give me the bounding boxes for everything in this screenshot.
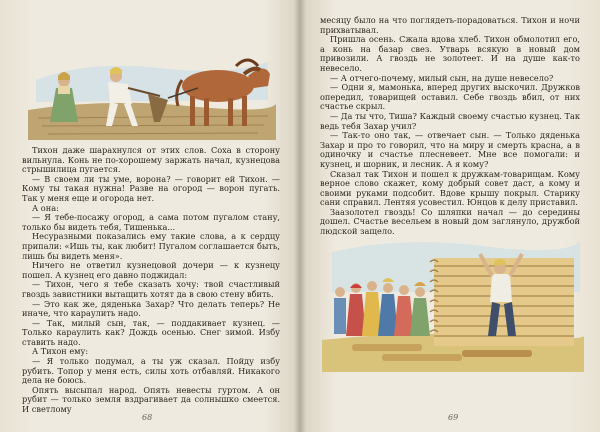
paragraph: — Так, милый сын, так, — поддакивает кузнец. — Только караулить как? Дождь осенью. Снег зимой. Избу ставить надо. — [22, 317, 280, 347]
paragraph: Тихон даже шарахнулся от этих слов. Соха в сторону вильнула. Конь не по-хорошему заржать начал, кузнецова стрышилица пугается. — [22, 145, 280, 175]
paragraph: А она: — [32, 202, 59, 213]
paragraph: — Да ты что, Тиша? Каждый своему счастью кузнец. Так ведь тебя Захар учил? — [320, 110, 580, 131]
paragraph: Ничего не ответил кузнецовой дочери — к кузнецу пошел. А кузнец его давно поджидал: — [22, 260, 280, 280]
paragraph: Пришла осень. Сжала вдова хлеб. Тихон обмолотил его, а конь на базар свез. Утварь всякую в новый дом привозили. А гвоздь не золотеет. И на душе как-то невесело. — [320, 34, 580, 73]
left-page-text — [22, 146, 280, 415]
paragraph: — Это как же, дяденька Захар? Что делать теперь? Не иначе, что караулить надо. — [22, 298, 280, 319]
log-house-illustration — [322, 232, 584, 372]
right-page-text — [320, 16, 580, 237]
paragraph: месяцу было на что поглядеть-порадоваться. Тихон и ночи прихватывал. — [320, 15, 580, 35]
page-number: 68 — [142, 413, 153, 422]
paragraph: — Тихон, чего я тебе сказать хочу: твой счастливый гвоздь завистники вытащить хотят да в свою стену вбить. — [22, 279, 280, 299]
paragraph: А Тихон ему: — [32, 346, 89, 357]
paragraph: Заазолотел гвоздь! Со шляпки начал — до середины дошел. Счастье весельем в новый дом заглянуло, дружбой людской защело. — [320, 206, 580, 237]
page-number: 69 — [448, 413, 459, 422]
book-gutter — [294, 0, 306, 432]
paragraph: — Я только подумал, а ты уж сказал. Пойду избу рубить. Топор у меня есть, силы хоть отбавляй. Никакого дела не боюсь. — [22, 356, 280, 386]
right-page — [300, 0, 600, 432]
paragraph: — В своем ли ты уме, ворона? — говорит ей Тихон. — Кому ты такая нужна! Разве на огород — ворон пугать. Так у меня еще и огорода нет. — [22, 173, 280, 203]
paragraph: Опять высыпал народ. Опять невесты гуртом. А он рубит — только земля вздрагивает да солнышко смеется. И светлому — [22, 384, 280, 415]
paragraph: — Одни я, мамонька, вперед других выскочил. Дружков опередил, товарищей оставил. Себе гвоздь вбил, от них счастье скрыл. — [320, 82, 580, 112]
paragraph: Несуразными показались ему такие слова, а к сердцу припали: «Ишь ты, как любит! Пугалом соглашается быть, лишь бы видеть меня». — [22, 231, 280, 261]
paragraph: — А отчего-почему, милый сын, на душе невесело? — [330, 72, 554, 83]
paragraph: Сказал так Тихон и пошел к дружкам-товарищам. Кому верное слово скажет, кому добрый совет даст, а кому и своими руками подсобит. Вдове крышу покрыл. Старику сани справил. Лентяя усовестил. Юнцов к делу приставил. — [320, 168, 580, 208]
paragraph: — Так-то оно так, — отвечает сын. — Только дяденька Захар и про то говорил, что на миру и смерть красна, а в одиночку и счастье плесневеет. Мне все помогали: и кузнец, и шорник, и лесник. А я кому? — [320, 130, 580, 169]
paragraph: — Я тебе-посажу огород, а сама потом пугалом стану, только бы видеть тебя, Тишенька... — [22, 212, 280, 232]
plowing-illustration — [28, 40, 276, 140]
